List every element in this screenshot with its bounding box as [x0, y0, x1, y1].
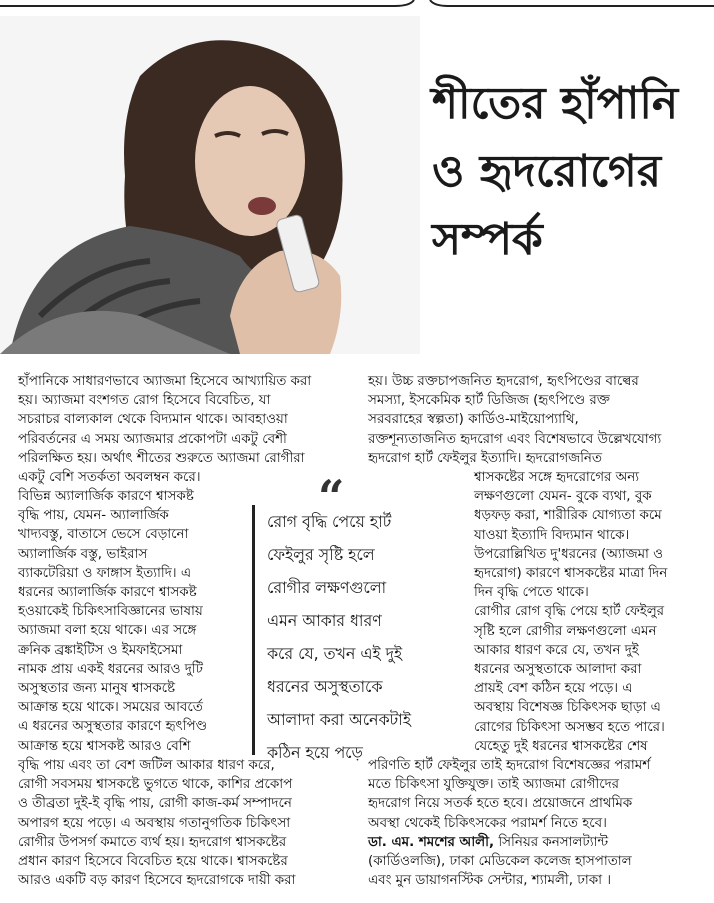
- body-line: বৃদ্ধি পায় এবং তা বেশ জটিল আকার ধারণ করে,: [18, 758, 275, 773]
- body-line: অবস্থায় বিশেষজ্ঞ চিকিৎসক ছাড়া এ: [474, 700, 661, 716]
- author-affiliation: (কার্ডিওলজি), ঢাকা মেডিকেল কলেজ হাসপাতাল: [368, 854, 632, 870]
- body-line: একটু বেশি সতর্কতা অবলম্বন করে।: [18, 470, 201, 486]
- top-border-ornament: [0, 0, 714, 14]
- author-affiliation: এবং মুন ডায়াগনস্টিক সেন্টার, শ্যামলী, ঢাকা ।: [368, 873, 612, 889]
- body-line: অপারগ হয়ে পড়ে। এ অবস্থায় গতানুগতিক চিকিৎসা: [18, 815, 291, 831]
- body-line: সরবরাহের স্বল্পতা) কার্ডিও-মাইয়োপ্যাথি,: [368, 412, 579, 428]
- body-line: ধরনের অসুস্থতাকে আলাদা করা: [474, 662, 642, 678]
- body-column-left-narrow: [18, 487, 207, 756]
- body-line: সমস্যা, ইসকেমিক হার্ট ডিজিজ (হৃৎপিণ্ডে রক্ত: [368, 393, 610, 409]
- body-line: উপরোল্লিখিত দু'ধরনের (অ্যাজমা ও: [474, 546, 664, 562]
- article-headline: [432, 70, 712, 274]
- body-line: দিন বৃদ্ধি পেতে থাকে।: [474, 585, 589, 601]
- body-line: অবস্থা থেকেই চিকিৎসকের পরামর্শ নিতে হবে।: [368, 815, 607, 831]
- body-column-right-top: [368, 372, 661, 468]
- headline-line-1: শীতের হাঁপানি: [432, 78, 679, 129]
- quote-mark-icon: “: [318, 470, 345, 524]
- body-line: পরিলক্ষিত হয়। অর্থাৎ শীতের শুরুতে অ্যাজমা রোগীরা: [18, 450, 305, 466]
- body-line: খাদ্যবস্তু, বাতাসে ভেসে বেড়ানো: [18, 527, 189, 543]
- pull-quote-line: ধরনের অসুস্থতাকে: [267, 677, 383, 696]
- pull-quote-line: রোগীর লক্ষণগুলো: [267, 578, 387, 597]
- body-line: ধরনের অ্যালার্জিক কারণে শ্বাসকষ্ট: [18, 585, 197, 601]
- body-line: আক্রান্ত হয়ে শ্বাসকষ্ট আরও বেশি: [18, 738, 191, 754]
- body-line: ক্রনিক ব্রঙ্কাইটিস ও ইমফাইসেমা: [18, 642, 183, 658]
- body-column-right-narrow: [474, 468, 667, 756]
- body-line: সচরাচর বাল্যকাল থেকে বিদ্যমান থাকে। আবহাওয়া: [18, 412, 288, 428]
- headline-line-2: ও হৃদরোগের: [432, 146, 662, 197]
- body-line: নামক প্রায় একই ধরনের আরও দুটি: [18, 661, 203, 677]
- woman-inhaler-photo: [0, 16, 420, 354]
- body-line: পরিবর্তনের এ সময় অ্যাজমার প্রকোপটা একটু বেশী: [18, 431, 287, 447]
- body-column-left-bottom: [18, 756, 295, 890]
- body-line: হয়। অ্যাজমা বংশগত রোগ হিসেবে বিবেচিত, যা: [18, 393, 271, 409]
- pull-quote-line: ফেইলুর সৃষ্টি হলে: [267, 545, 375, 564]
- body-line: রোগীর উপসর্গ কমাতে ব্যর্থ হয়। হৃদরোগ শ্বাসকষ্টের: [18, 834, 287, 850]
- body-line: হৃদরোগ নিয়ে সতর্ক হতে হবে। প্রয়োজনে প্রাথমিক: [368, 796, 633, 812]
- pull-quote-line: করে যে, তখন এই দুই: [267, 644, 403, 663]
- body-line: অসুস্থতার জন্য মানুষ শ্বাসকষ্টে: [18, 681, 176, 697]
- body-line: হৃদরোগ হার্ট ফেইলুর ইত্যাদি। হৃদরোগজনিত: [368, 450, 602, 466]
- body-line: হয়। উচ্চ রক্তচাপজনিত হৃদরোগ, হৃৎপিণ্ডের বাল্বের: [368, 374, 639, 389]
- author-name: ডা. এম. শমশের আলী,: [368, 834, 495, 850]
- pull-quote-line: এমন আকার ধারণ: [267, 611, 382, 630]
- body-line: বিভিন্ন অ্যালার্জিক কারণে শ্বাসকষ্ট: [18, 489, 194, 504]
- body-line: রোগী সবসময় শ্বাসকষ্টে ভুগতে থাকে, কাশির প্রকোপ: [18, 777, 293, 793]
- headline-line-3: সম্পর্ক: [432, 214, 543, 265]
- body-line: যেহেতু দুই ধরনের শ্বাসকষ্টের শেষ: [474, 738, 648, 754]
- body-line: হৃদরোগ) কারণে শ্বাসকষ্টের মাত্রা দিন: [474, 566, 668, 582]
- body-line: প্রায়ই বেশ কঠিন হয়ে পড়ে। এ: [474, 681, 633, 697]
- body-line: সৃষ্টি হলে রোগীর লক্ষণগুলো এমন: [474, 623, 657, 639]
- body-line: রোগের চিকিৎসা অসম্ভব হতে পারে।: [474, 719, 665, 735]
- body-line: শ্বাসকষ্টের সঙ্গে হৃদরোগের অন্য: [474, 470, 640, 485]
- body-line: যাওয়া ইত্যাদি বিদ্যমান থাকে।: [474, 527, 630, 543]
- body-line: হাঁপানিকে সাধারণভাবে অ্যাজমা হিসেবে আখ্যায়িত করা: [18, 374, 312, 389]
- body-line: বৃদ্ধি পায়, যেমন- অ্যালার্জিক: [18, 508, 169, 524]
- body-line: মতে চিকিৎসা যুক্তিযুক্ত। তাই অ্যাজমা রোগীদের: [368, 777, 619, 793]
- pull-quote-line: আলাদা করা অনেকটাই: [267, 710, 411, 729]
- body-line: রক্তশূন্যতাজনিত হৃদরোগ এবং বিশেষভাবে উল্লেখযোগ্য: [368, 431, 662, 447]
- pull-quote-line: রোগ বৃদ্ধি পেয়ে হার্ট: [267, 512, 392, 531]
- pull-quote-line: কঠিন হয়ে পড়ে: [267, 743, 363, 762]
- body-line: হওয়াকেই চিকিৎসাবিজ্ঞানের ভাষায়: [18, 604, 203, 620]
- body-line: ধড়ফড় করা, শারীরিক যোগ্যতা কমে: [474, 508, 662, 524]
- body-line: ব্যাকটেরিয়া ও ফাঙ্গাস ইত্যাদি। এ: [18, 565, 192, 581]
- body-line: পরিণতি হার্ট ফেইলুর তাই হৃদরোগ বিশেষজ্ঞের পরামর্শ: [368, 758, 651, 773]
- body-line: ও তীব্রতা দুই-ই বৃদ্ধি পায়, রোগী কাজ-কর্ম সম্পাদনে: [18, 796, 292, 812]
- body-line: প্রধান কারণ হিসেবে বিবেচিত হয়ে থাকে। শ্বাসকষ্টের: [18, 854, 288, 870]
- body-line: আকার ধারণ করে যে, তখন দুই: [474, 642, 639, 658]
- body-column-left-top: [18, 372, 311, 487]
- pull-quote: [252, 505, 450, 762]
- author-title: সিনিয়র কনসালট্যান্ট: [494, 834, 609, 850]
- body-line: আরও একটি বড় কারণ হিসেবে হৃদরোগকে দায়ী করা: [18, 873, 296, 889]
- body-line: লক্ষণগুলো যেমন- বুকে ব্যথা, বুক: [474, 489, 652, 505]
- body-line: এ ধরনের অসুস্থতার কারণে হৃৎপিণ্ড: [18, 719, 207, 735]
- body-line: রোগীর রোগ বৃদ্ধি পেয়ে হার্ট ফেইলুর: [474, 604, 665, 620]
- author-credit: [368, 833, 650, 852]
- body-line: অ্যালার্জিক বস্তু, ভাইরাস: [18, 546, 148, 562]
- body-column-right-bottom: [368, 756, 650, 890]
- body-line: আক্রান্ত হয়ে থাকে। সময়ের আবর্তে: [18, 700, 203, 716]
- body-line: অ্যাজমা বলা হয়ে থাকে। এর সঙ্গে: [18, 623, 197, 639]
